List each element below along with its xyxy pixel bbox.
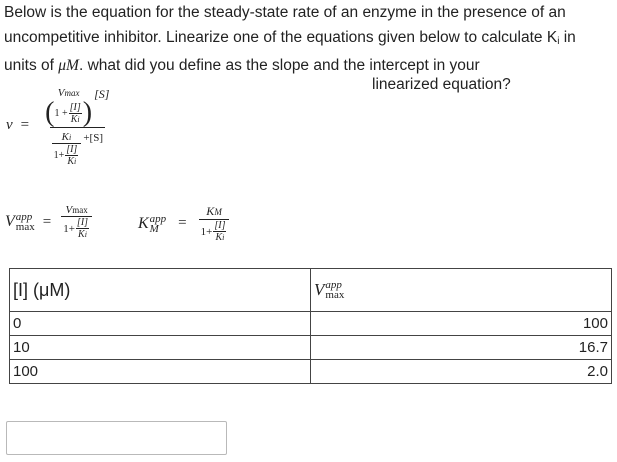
- header-vmax-app: V app max: [311, 269, 612, 312]
- eq-equals: =: [20, 117, 30, 133]
- cell-vmax-app: 2.0: [311, 360, 612, 384]
- eq-inner-paren: ( 1 + $\frac{[I]}{Ki}$ ): [45, 97, 93, 128]
- eq-denominator: Ki 1+ $\frac{[I]}{Ki}$ +[S]: [50, 127, 105, 167]
- data-table: [9, 268, 612, 384]
- question-line-3: units of μM. what did you define as the slope and the intercept in your: [4, 57, 480, 74]
- header-inhibitor-conc: [I] (μM): [10, 269, 311, 312]
- table-row: [10, 360, 612, 384]
- rate-equation: [6, 84, 111, 167]
- eq-v: v: [6, 117, 13, 133]
- vmax-app-equation: V app max = Vmax 1+ $\frac{[I]}{Ki}$: [5, 204, 92, 240]
- answer-input[interactable]: [6, 421, 227, 455]
- table-row: [10, 312, 612, 336]
- cell-inhibitor: 0: [10, 312, 311, 336]
- cell-vmax-app: 16.7: [311, 336, 612, 360]
- cell-inhibitor: 10: [10, 336, 311, 360]
- eq-main-fraction: [43, 84, 111, 167]
- cell-vmax-app: 100: [311, 312, 612, 336]
- table-row: [10, 336, 612, 360]
- unit-micromolar: μM: [58, 57, 79, 74]
- question-text: [4, 1, 614, 79]
- table-header-row: [10, 269, 612, 312]
- question-line-4: linearized equation?: [372, 76, 511, 93]
- question-line-2: uncompetitive inhibitor. Linearize one of the equations given below to calculate $K_i$ in: [4, 28, 576, 47]
- cell-inhibitor: 100: [10, 360, 311, 384]
- question-line-1: Below is the equation for the steady-state rate of an enzyme in the presence of an: [4, 4, 566, 21]
- eq-numerator: Vmax ( 1 + $\frac{[I]}{Ki}$ ) [S]: [45, 86, 110, 128]
- km-app-equation: K app M = KM 1+ $\frac{[I]}{Ki}$: [138, 204, 229, 243]
